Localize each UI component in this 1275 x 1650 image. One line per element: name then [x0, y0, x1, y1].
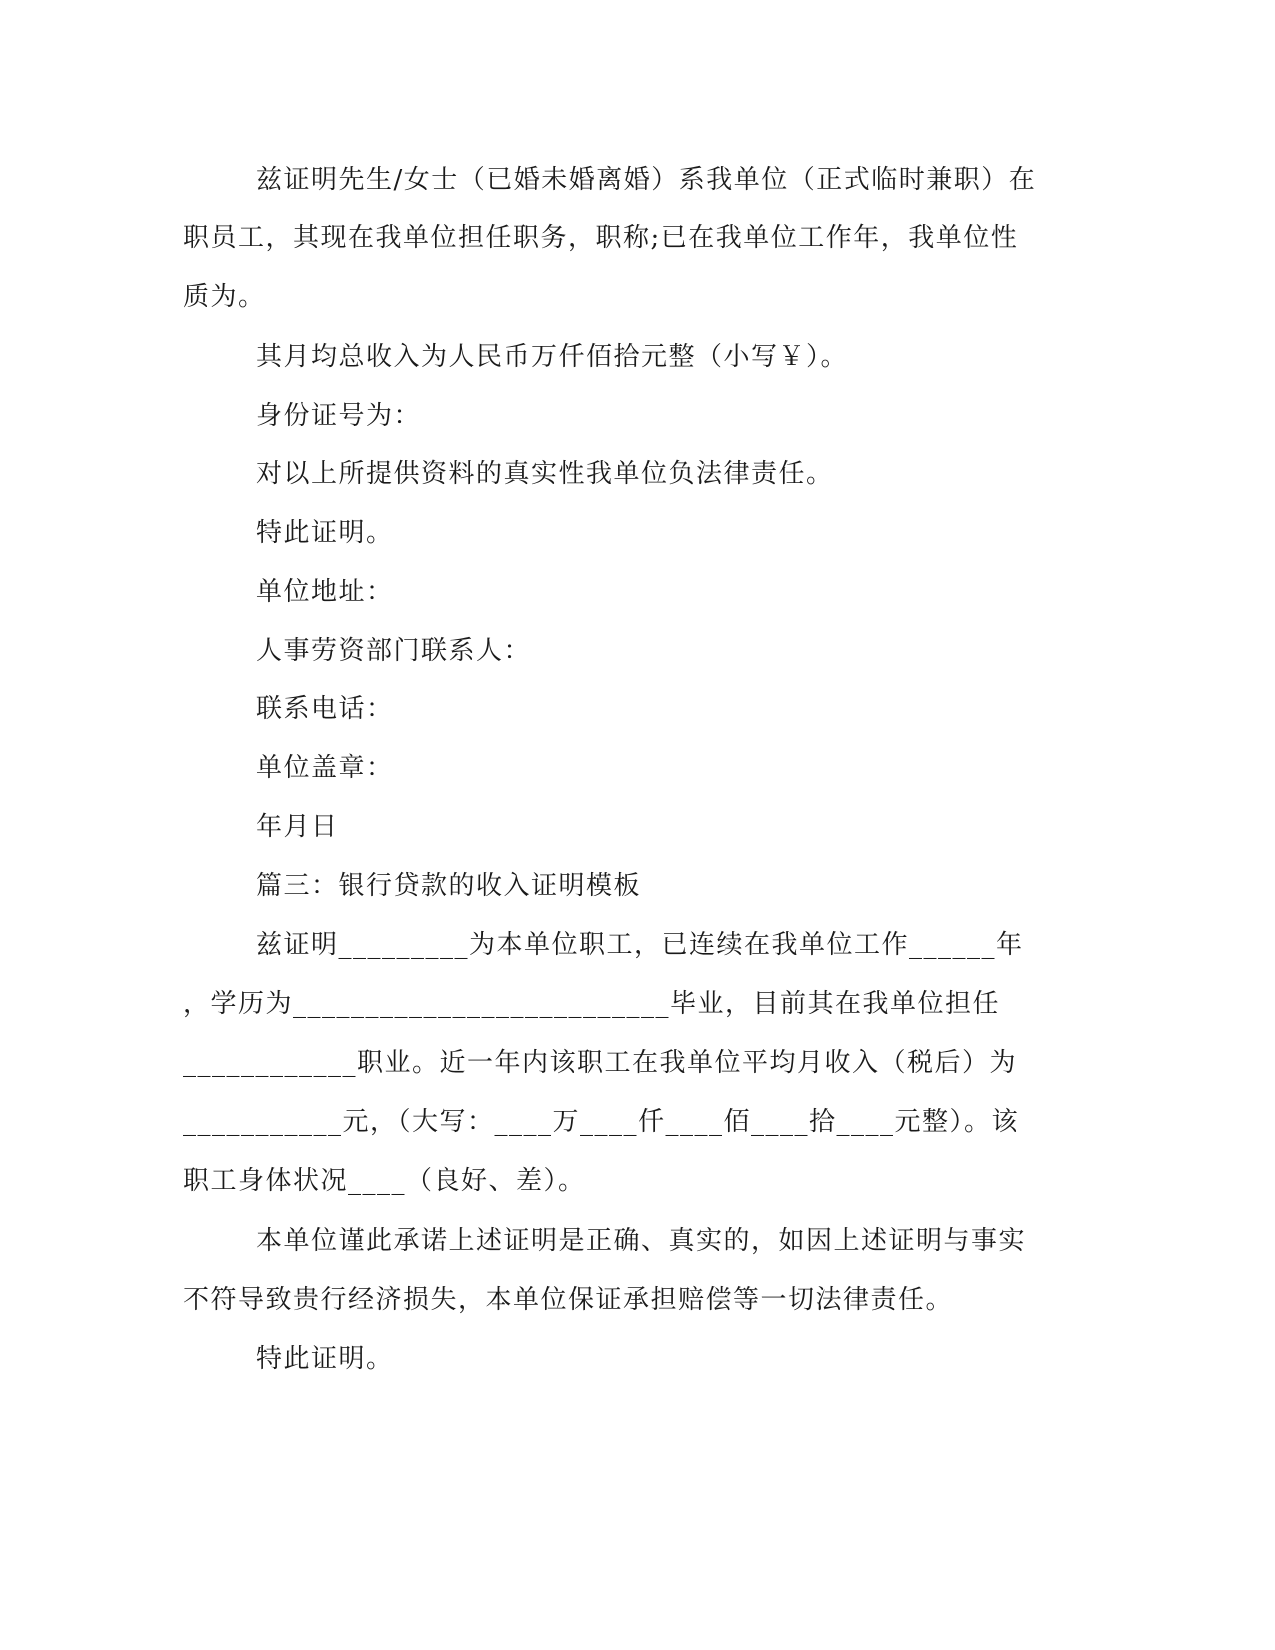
text-line: 兹证明先生/女士（已婚未婚离婚）系我单位（正式临时兼职）在 [256, 165, 1037, 195]
text-line: 人事劳资部门联系人： [256, 636, 532, 666]
text-line: ___________元，（大写：____万____仟____佰____拾____元整）。该 [183, 1107, 1020, 1137]
text-line: 其月均总收入为人民币万仟佰拾元整（小写￥）。 [256, 342, 849, 372]
text-line: 单位地址： [256, 577, 394, 607]
text-line: 特此证明。 [256, 518, 394, 548]
text-line: 联系电话： [256, 694, 394, 724]
text-line: ，学历为__________________________毕业，目前其在我单位担任 [183, 989, 1001, 1019]
text-line: 年月日 [256, 812, 339, 842]
text-line: 本单位谨此承诺上述证明是正确、真实的，如因上述证明与事实 [256, 1226, 1027, 1256]
text-line: 兹证明_________为本单位职工，已连续在我单位工作______年 [256, 930, 1024, 960]
text-line: 职员工，其现在我单位担任职务，职称;已在我单位工作年，我单位性 [183, 223, 1019, 253]
text-line: 职工身体状况____（良好、差）。 [183, 1166, 586, 1196]
text-line: 身份证号为： [256, 401, 422, 431]
text-line: 质为。 [183, 282, 266, 312]
section-heading: 篇三：银行贷款的收入证明模板 [256, 871, 642, 901]
text-line: 不符导致贵行经济损失，本单位保证承担赔偿等一切法律责任。 [183, 1285, 954, 1315]
text-line: 对以上所提供资料的真实性我单位负法律责任。 [256, 459, 834, 489]
text-line: 单位盖章： [256, 753, 394, 783]
text-line: 特此证明。 [256, 1344, 394, 1374]
text-line: ____________职业。近一年内该职工在我单位平均月收入（税后）为 [183, 1048, 1018, 1078]
